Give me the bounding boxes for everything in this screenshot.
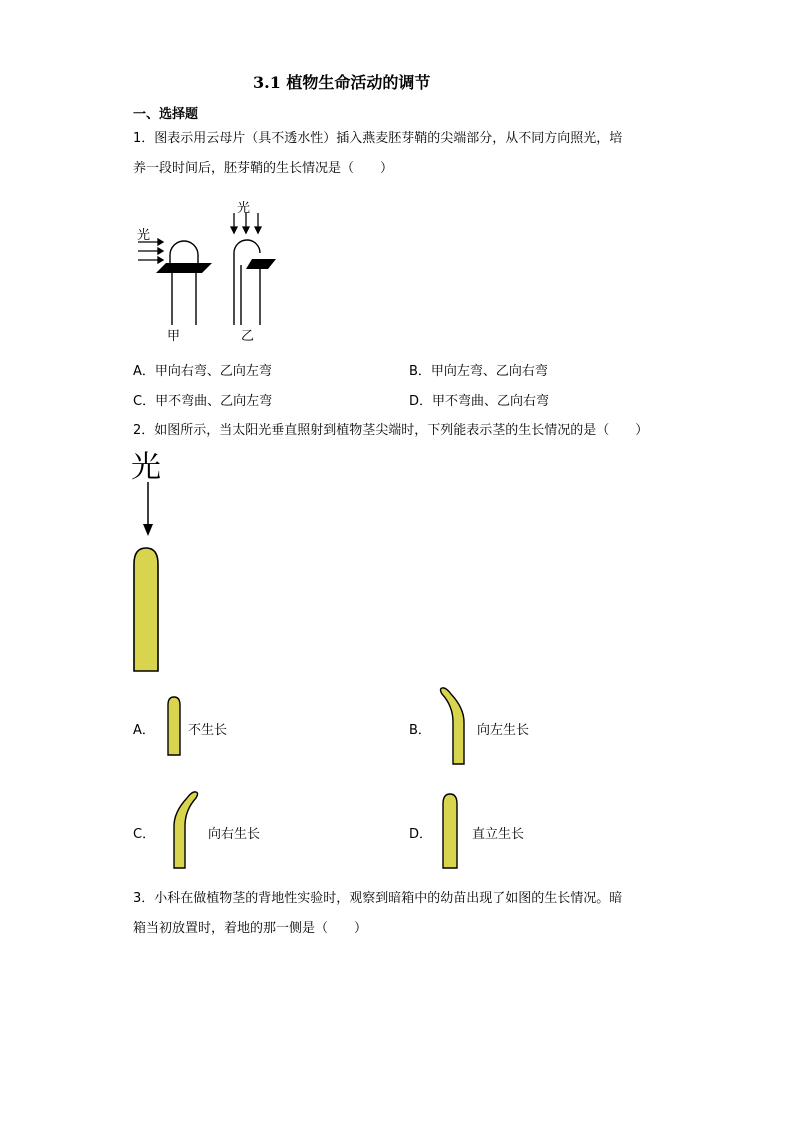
option-text: 甲向右弯、乙向左弯: [154, 364, 272, 379]
option-key: A．: [133, 364, 155, 379]
q1-option-a[interactable]: [133, 360, 272, 379]
option-key: B．: [409, 723, 431, 738]
stem-option-b: [436, 686, 468, 766]
option-key: D．: [409, 827, 433, 842]
page-title: 3.1 植物生命活动的调节: [253, 73, 431, 92]
label-yi: 乙: [241, 329, 255, 344]
q2-option-a[interactable]: [133, 719, 155, 738]
stem-main: [134, 548, 158, 671]
question-1-stem-line-2: 养一段时间后，胚芽鞘的生长情况是（ ）: [133, 161, 394, 176]
question-3-stem-line-1: 3．小科在做植物茎的背地性实验时，观察到暗箱中的幼苗出现了如图的生长情况。暗: [133, 891, 623, 906]
option-text: 甲向左弯、乙向右弯: [430, 364, 548, 379]
q2-option-b-text: 向左生长: [477, 723, 530, 738]
question-1-figure: [130, 195, 290, 345]
mica-plate-yi: [246, 259, 276, 269]
q2-option-b[interactable]: [409, 719, 431, 738]
option-text: 甲不弯曲、乙向左弯: [155, 394, 273, 409]
question-2-stem: 2．如图所示，当太阳光垂直照射到植物茎尖端时，下列能表示茎的生长情况的是（ ）: [133, 423, 649, 438]
mica-plate-jia: [156, 263, 212, 273]
q2-option-a-text: 不生长: [188, 723, 228, 738]
stem-option-d: [440, 792, 462, 870]
q1-option-b[interactable]: [409, 360, 548, 379]
option-key: B．: [409, 364, 431, 379]
option-key: C．: [133, 827, 156, 842]
question-2-figure: [125, 478, 175, 678]
q1-option-c[interactable]: [133, 390, 272, 409]
q1-option-d[interactable]: [409, 390, 549, 409]
light-label-left: 光: [137, 228, 151, 243]
section-heading: 一、选择题: [133, 107, 199, 122]
light-label-top: 光: [237, 201, 251, 216]
coleoptile-jia: [170, 241, 198, 325]
option-key: C．: [133, 394, 156, 409]
q2-option-d-text: 直立生长: [472, 827, 525, 842]
question-1-stem-line-1: 1．图表示用云母片（具不透水性）插入燕麦胚芽鞘的尖端部分，从不同方向照光，培: [133, 131, 623, 146]
q2-light-label: 光: [131, 450, 161, 485]
q2-option-c-text: 向右生长: [208, 827, 261, 842]
light-arrow-down: [143, 482, 153, 536]
q2-option-d[interactable]: [409, 823, 432, 842]
stem-option-c: [170, 790, 202, 870]
option-key: D．: [409, 394, 433, 409]
option-text: 甲不弯曲、乙向右弯: [432, 394, 550, 409]
coleoptile-yi: [234, 240, 260, 325]
light-arrows-top: [231, 213, 261, 233]
label-jia: 甲: [167, 329, 181, 344]
question-3-stem-line-2: 箱当初放置时，着地的那一侧是（ ）: [133, 921, 368, 936]
option-key: A．: [133, 723, 155, 738]
q2-option-c[interactable]: [133, 823, 155, 842]
stem-option-a: [165, 695, 185, 757]
